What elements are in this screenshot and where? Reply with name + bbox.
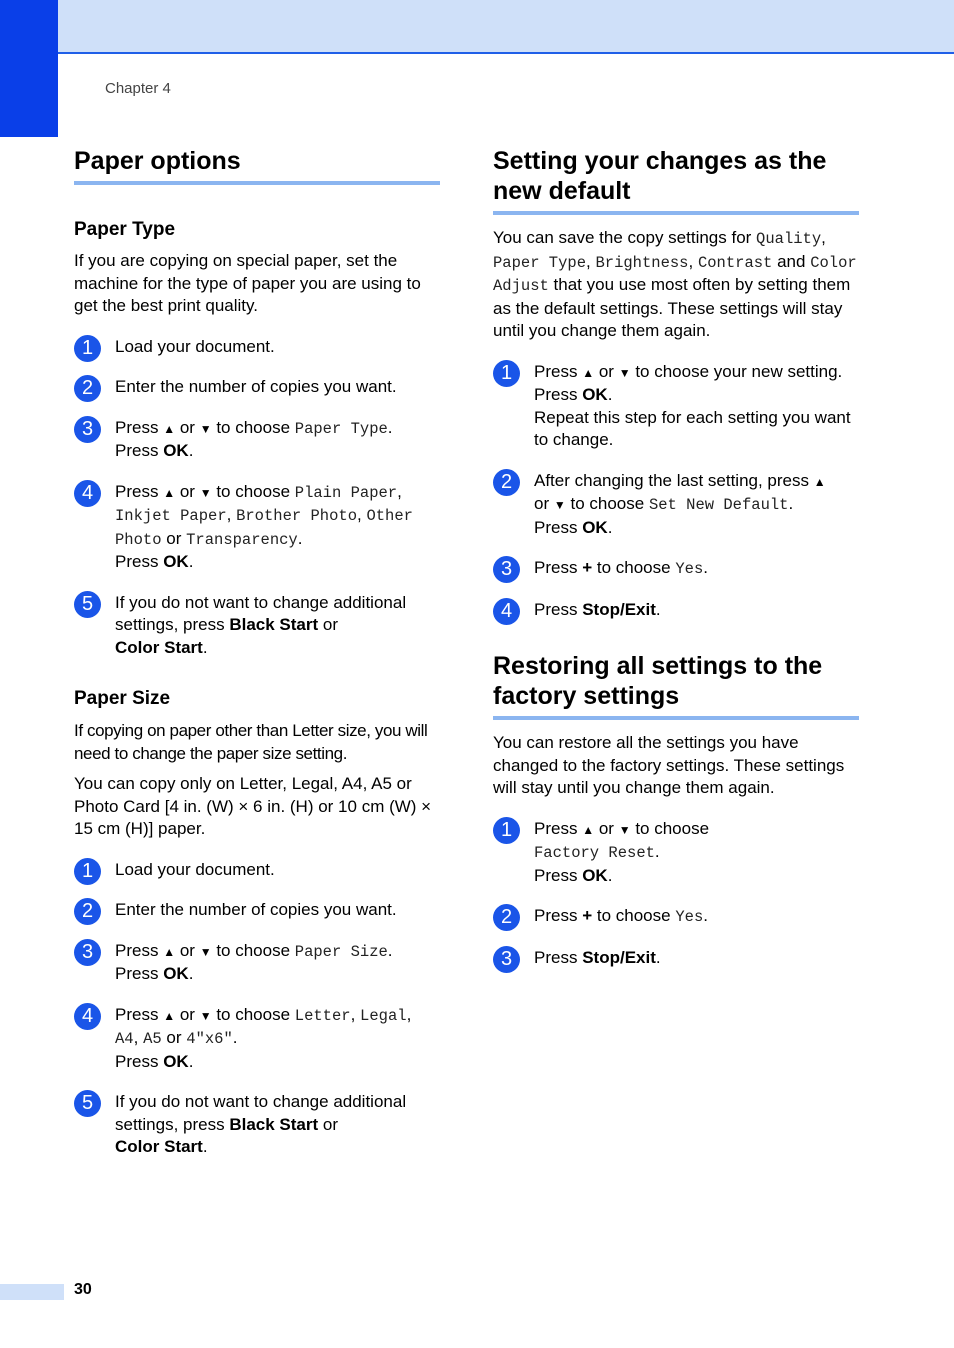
step-item: 3 Press ▲ or ▼ to choose Paper Size. Press OK. bbox=[74, 940, 440, 986]
ok-key: OK bbox=[163, 964, 189, 983]
heading-paper-size: Paper Size bbox=[74, 688, 171, 709]
ok-key: OK bbox=[582, 385, 608, 404]
menu-option: Yes bbox=[675, 560, 704, 578]
step-item: 1 Load your document. bbox=[74, 336, 440, 359]
step-number-badge: 4 bbox=[74, 480, 101, 507]
menu-option: Transparency bbox=[186, 530, 298, 549]
section-title-new-default: Setting your changes as the new default bbox=[493, 146, 859, 215]
step-number-badge: 5 bbox=[74, 1090, 101, 1117]
step-item: 1 Load your document. bbox=[74, 859, 440, 882]
menu-option: Paper Size bbox=[294, 942, 388, 961]
step-item: 2 After changing the last setting, press ▲ or ▼ to choose Set New Default. Press OK. bbox=[493, 470, 859, 540]
menu-option: Factory Reset bbox=[534, 844, 655, 862]
up-arrow-icon: ▲ bbox=[163, 485, 176, 500]
menu-option: 4"x6" bbox=[186, 1030, 233, 1048]
step-item: 2 Press + to choose Yes. bbox=[493, 905, 859, 929]
down-arrow-icon: ▼ bbox=[199, 421, 212, 436]
step-number-badge: 3 bbox=[493, 946, 520, 973]
menu-option: A5 bbox=[143, 1030, 162, 1048]
menu-option: Letter bbox=[294, 1006, 351, 1025]
plus-key: + bbox=[582, 558, 593, 577]
up-arrow-icon: ▲ bbox=[163, 421, 176, 436]
menu-option: Legal bbox=[360, 1006, 407, 1025]
step-item: 4 Press Stop/Exit. bbox=[493, 599, 859, 622]
step-number-badge: 3 bbox=[74, 939, 101, 966]
up-arrow-icon: ▲ bbox=[163, 1008, 176, 1023]
up-arrow-icon: ▲ bbox=[582, 822, 595, 837]
chapter-tab bbox=[0, 0, 58, 137]
page-number: 30 bbox=[74, 1281, 92, 1298]
step-number-badge: 1 bbox=[74, 335, 101, 362]
down-arrow-icon: ▼ bbox=[618, 365, 631, 380]
down-arrow-icon: ▼ bbox=[199, 1008, 212, 1023]
step-item: 3 Press ▲ or ▼ to choose Paper Type. Press OK. bbox=[74, 417, 440, 463]
footer-band bbox=[0, 1284, 64, 1300]
chapter-label: Chapter 4 bbox=[105, 80, 171, 97]
step-item: 4 Press ▲ or ▼ to choose Plain Paper, Inkjet Paper, Brother Photo, Other Photo or Transparency. Press OK. bbox=[74, 481, 440, 574]
paper-size-intro: If copying on paper other than Letter size, you will need to change the paper size setting. bbox=[74, 721, 428, 763]
factory-intro: You can restore all the settings you have changed to the factory settings. These settings will stay until you change them again. bbox=[493, 733, 845, 797]
step-item: 5 If you do not want to change additional settings, press Black Start or Color Start. bbox=[74, 1091, 440, 1159]
step-number-badge: 2 bbox=[493, 904, 520, 931]
menu-option: A4 bbox=[115, 1030, 134, 1048]
step-item: 2 Enter the number of copies you want. bbox=[74, 376, 440, 399]
menu-option: Inkjet Paper bbox=[115, 507, 227, 525]
menu-option: Set New Default bbox=[648, 496, 789, 514]
step-item: 1 Press ▲ or ▼ to choose your new setting. Press OK. Repeat this step for each setting you want to change. bbox=[493, 361, 859, 452]
ok-key: OK bbox=[163, 552, 189, 571]
step-number-badge: 3 bbox=[74, 416, 101, 443]
down-arrow-icon: ▼ bbox=[553, 498, 566, 512]
menu-option: Other Photo bbox=[115, 507, 413, 549]
step-number-badge: 2 bbox=[74, 898, 101, 925]
step-item: 5 If you do not want to change additional settings, press Black Start or Color Start. bbox=[74, 592, 440, 660]
step-number-badge: 2 bbox=[74, 375, 101, 402]
ok-key: OK bbox=[163, 1051, 189, 1071]
stop-exit-key: Stop/Exit bbox=[582, 599, 656, 619]
menu-option: Yes bbox=[675, 908, 704, 926]
step-number-badge: 5 bbox=[74, 591, 101, 618]
up-arrow-icon: ▲ bbox=[163, 944, 176, 959]
menu-option: Paper Type bbox=[294, 419, 388, 438]
left-column bbox=[74, 146, 440, 1159]
step-number-badge: 1 bbox=[74, 858, 101, 885]
stop-exit-key: Stop/Exit bbox=[582, 947, 656, 967]
paper-size-note: You can copy only on Letter, Legal, A4, A5 or Photo Card [4 in. (W) × 6 in. (H) or 10 cm (W) × 15 cm (H)] paper. bbox=[74, 774, 432, 838]
color-start-key: Color Start bbox=[115, 1137, 203, 1156]
step-item: 4 Press ▲ or ▼ to choose Letter, Legal, A4, A5 or 4"x6". Press OK. bbox=[74, 1004, 440, 1074]
down-arrow-icon: ▼ bbox=[618, 822, 631, 837]
step-item: 3 Press Stop/Exit. bbox=[493, 947, 859, 970]
ok-key: OK bbox=[582, 865, 608, 885]
paper-type-intro: If you are copying on special paper, set the machine for the type of paper you are using to get the best print quality. bbox=[74, 251, 421, 315]
section-title-paper-options: Paper options bbox=[74, 146, 440, 185]
new-default-intro: You can save the copy settings for Quality, Paper Type, Brightness, Contrast and Color Adjust that you use most often by setting them as the default settings. These settings will stay until you change them again. bbox=[493, 228, 857, 340]
section-title-factory-reset: Restoring all settings to the factory settings bbox=[493, 651, 859, 720]
down-arrow-icon: ▼ bbox=[199, 485, 212, 500]
step-item: 3 Press + to choose Yes. bbox=[493, 557, 859, 581]
step-number-badge: 1 bbox=[493, 817, 520, 844]
black-start-key: Black Start bbox=[229, 615, 319, 634]
down-arrow-icon: ▼ bbox=[199, 944, 212, 959]
plus-key: + bbox=[582, 906, 593, 925]
color-start-key: Color Start bbox=[115, 637, 203, 657]
step-number-badge: 4 bbox=[493, 598, 520, 625]
right-column bbox=[493, 146, 859, 969]
up-arrow-icon: ▲ bbox=[813, 474, 826, 489]
menu-option: Brother Photo bbox=[236, 507, 357, 525]
ok-key: OK bbox=[582, 517, 608, 537]
header-band bbox=[0, 0, 954, 54]
heading-paper-type: Paper Type bbox=[74, 219, 176, 240]
ok-key: OK bbox=[163, 441, 189, 460]
menu-option: Plain Paper bbox=[294, 483, 398, 502]
step-number-badge: 2 bbox=[493, 469, 520, 496]
step-item: 2 Enter the number of copies you want. bbox=[74, 899, 440, 922]
step-number-badge: 4 bbox=[74, 1003, 101, 1030]
black-start-key: Black Start bbox=[229, 1114, 319, 1134]
up-arrow-icon: ▲ bbox=[582, 365, 595, 380]
step-item: 1 Press ▲ or ▼ to choose Factory Reset. Press OK. bbox=[493, 818, 859, 888]
step-number-badge: 1 bbox=[493, 360, 520, 387]
step-number-badge: 3 bbox=[493, 556, 520, 583]
